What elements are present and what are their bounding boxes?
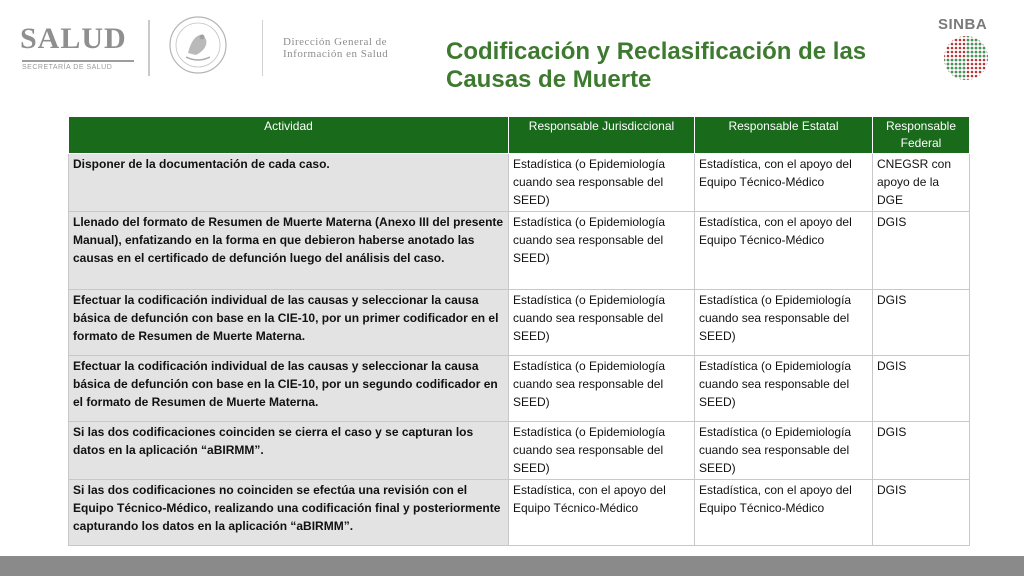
header-responsable-federal: Responsable Federal [873, 117, 970, 154]
salud-logo-rule [22, 60, 134, 62]
cell-jurisdiccional: Estadística (o Epidemiología cuando sea responsable del SEED) [509, 290, 695, 356]
footer-bar [0, 556, 1024, 576]
salud-logo-subtitle: SECRETARÍA DE SALUD [22, 64, 113, 71]
sinba-logo [936, 16, 996, 88]
cell-jurisdiccional: Estadística (o Epidemiología cuando sea responsable del SEED) [509, 356, 695, 422]
cell-federal: DGIS [873, 356, 970, 422]
cell-estatal: Estadística (o Epidemiología cuando sea responsable del SEED) [695, 356, 873, 422]
cell-actividad: Disponer de la documentación de cada caso. [69, 154, 509, 212]
cell-jurisdiccional: Estadística (o Epidemiología cuando sea responsable del SEED) [509, 154, 695, 212]
logo-divider [148, 20, 150, 76]
cell-federal: DGIS [873, 422, 970, 480]
header-responsable-estatal: Responsable Estatal [695, 117, 873, 154]
activities-table [68, 116, 970, 546]
cell-federal: CNEGSR con apoyo de la DGE [873, 154, 970, 212]
table-row [69, 422, 970, 480]
salud-logo [20, 22, 138, 74]
table-row [69, 154, 970, 212]
sinba-globe-icon [942, 34, 990, 82]
seal-divider [262, 20, 263, 76]
cell-estatal: Estadística, con el apoyo del Equipo Técnico-Médico [695, 154, 873, 212]
dgis-logo-text [283, 36, 388, 60]
cell-actividad: Llenado del formato de Resumen de Muerte Materna (Anexo III del presente Manual), enfatizando en la forma en que debieron haberse anotado las causas en el certificado de defunción luego del análisis del caso. [69, 212, 509, 290]
table-row [69, 212, 970, 290]
table-row [69, 290, 970, 356]
cell-jurisdiccional: Estadística (o Epidemiología cuando sea responsable del SEED) [509, 212, 695, 290]
table-header-row [69, 117, 970, 154]
header-actividad: Actividad [69, 117, 509, 154]
salud-logo-text: SALUD [20, 22, 127, 55]
table-row [69, 480, 970, 546]
cell-actividad: Si las dos codificaciones no coinciden se efectúa una revisión con el Equipo Técnico-Médico, realizando una codificación final y posteriormente capturando los datos en la aplicación “aBIRMM”. [69, 480, 509, 546]
cell-estatal: Estadística, con el apoyo del Equipo Técnico-Médico [695, 480, 873, 546]
cell-estatal: Estadística, con el apoyo del Equipo Técnico-Médico [695, 212, 873, 290]
cell-federal: DGIS [873, 212, 970, 290]
sinba-logo-text: SINBA [938, 16, 988, 33]
cell-estatal: Estadística (o Epidemiología cuando sea responsable del SEED) [695, 290, 873, 356]
table-row [69, 356, 970, 422]
cell-jurisdiccional: Estadística, con el apoyo del Equipo Técnico-Médico [509, 480, 695, 546]
cell-estatal: Estadística (o Epidemiología cuando sea responsable del SEED) [695, 422, 873, 480]
cell-actividad: Efectuar la codificación individual de las causas y seleccionar la causa básica de defunción con base en la CIE-10, por un primer codificador en el formato de Resumen de Muerte Materna. [69, 290, 509, 356]
cell-actividad: Si las dos codificaciones coinciden se cierra el caso y se capturan los datos en la aplicación “aBIRMM”. [69, 422, 509, 480]
cell-federal: DGIS [873, 480, 970, 546]
dgis-line-1: Dirección General de [283, 36, 388, 48]
cell-actividad: Efectuar la codificación individual de las causas y seleccionar la causa básica de defunción con base en la CIE-10, por un segundo codificador en el formato de Resumen de Muerte Materna. [69, 356, 509, 422]
cell-federal: DGIS [873, 290, 970, 356]
cell-jurisdiccional: Estadística (o Epidemiología cuando sea responsable del SEED) [509, 422, 695, 480]
dgis-line-2: Información en Salud [283, 48, 389, 60]
mexico-seal-icon [168, 15, 228, 75]
page-title: Codificación y Reclasificación de las Causas de Muerte [446, 38, 867, 93]
header-responsable-jurisdiccional: Responsable Jurisdiccional [509, 117, 695, 154]
